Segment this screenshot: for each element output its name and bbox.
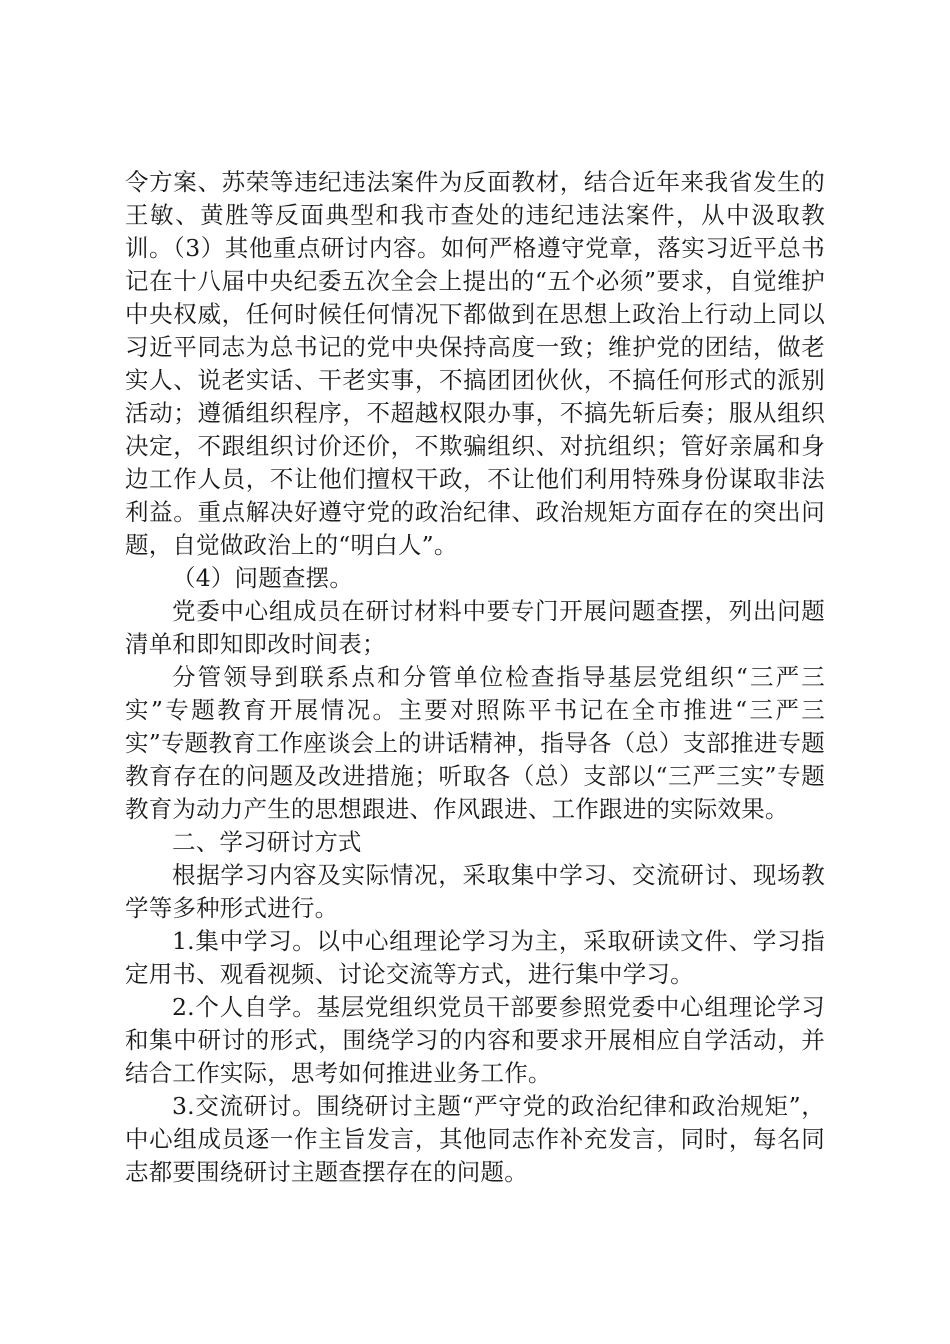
paragraph-leader-guidance: 分管领导到联系点和分管单位检查指导基层党组织“三严三实”专题教育开展情况。主要对照陈平书记在全市推进“三严三实”专题教育工作座谈会上的讲话精神，指导各（总）支部推进专题教育存在的问题及改进措施；听取各（总）支部以“三严三实”专题教育为动力产生的思想跟进、作风跟进、工作跟进的实际效果。 bbox=[125, 663, 825, 823]
paragraph-study-methods: 根据学习内容及实际情况，采取集中学习、交流研讨、现场教学等多种形式进行。 bbox=[125, 861, 825, 922]
paragraph-centralized-study: 1.集中学习。以中心组理论学习为主，采取研读文件、学习指定用书、观看视频、讨论交流等方式，进行集中学习。 bbox=[125, 927, 825, 988]
document-body bbox=[125, 166, 825, 1189]
paragraph-problem-check: 党委中心组成员在研讨材料中要专门开展问题查摆，列出问题清单和即知即改时间表； bbox=[125, 597, 825, 658]
paragraph-self-study: 2.个人自学。基层党组织党员干部要参照党委中心组理论学习和集中研讨的形式，围绕学习的内容和要求开展相应自学活动，并结合工作实际，思考如何推进业务工作。 bbox=[125, 993, 825, 1087]
paragraph-exchange-discussion: 3.交流研讨。围绕研讨主题“严守党的政治纪律和政治规矩”，中心组成员逐一作主旨发言，其他同志作补充发言，同时，每名同志都要围绕研讨主题查摆存在的问题。 bbox=[125, 1092, 825, 1186]
section-heading-study-methods: 二、学习研讨方式 bbox=[172, 828, 362, 856]
paragraph-problem-check-heading: （4）问题查摆。 bbox=[172, 564, 354, 592]
paragraph-continued: 令方案、苏荣等违纪违法案件为反面教材，结合近年来我省发生的王敏、黄胜等反面典型和我市查处的违纪违法案件，从中汲取教训。（3）其他重点研讨内容。如何严格遵守党章，落实习近平总书记在十八届中央纪委五次全会上提出的“五个必须”要求，自觉维护中央权威，任何时候任何情况下都做到在思想上政治上行动上同以习近平同志为总书记的党中央保持高度一致；维护党的团结，做老实人、说老实话、干老实事，不搞团团伙伙，不搞任何形式的派别活动；遵循组织程序，不超越权限办事，不搞先斩后奏；服从组织决定，不跟组织讨价还价，不欺骗组织、对抗组织；管好亲属和身边工作人员，不让他们擅权干政，不让他们利用特殊身份谋取非法利益。重点解决好遵守党的政治纪律、政治规矩方面存在的突出问题，自觉做政治上的“明白人”。 bbox=[125, 168, 825, 559]
